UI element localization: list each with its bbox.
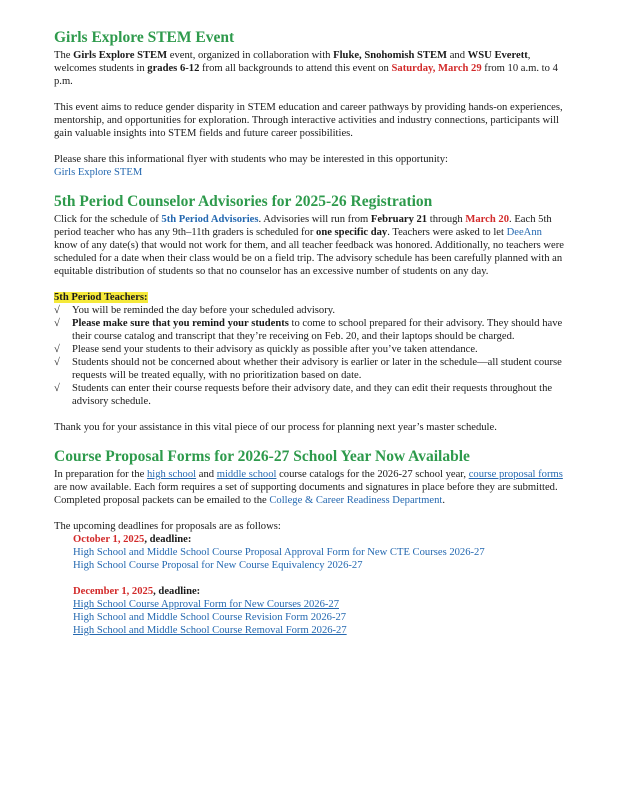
item-text: to come to school prepared for their advisory. They should have their course catalog and transcript that they’re receiving on Feb. 20, and their laptops should be charged. bbox=[72, 318, 563, 342]
item-text: Students should not be concerned about whether their advisory is earlier or later in the schedule—all student course requests will be treated equally, with no prioritization based on date. bbox=[72, 357, 562, 381]
text: . Teachers were asked to let bbox=[387, 227, 507, 238]
stem-event-heading: Girls Explore STEM Event bbox=[54, 29, 235, 46]
advisory-start-date: February 21 bbox=[370, 214, 428, 225]
checklist-item bbox=[54, 382, 566, 408]
text: and bbox=[447, 50, 468, 61]
stem-event-description: This event aims to reduce gender disparity in STEM education and career pathways by providing hands-on experiences, mentorship, and opportunities for exploration. Through interactive activities and industry connections, participants will gain valuable insights into STEM fields and future career possibilities. bbox=[54, 102, 563, 139]
specific-day: one specific day bbox=[316, 227, 388, 238]
stem-share-request: Please share this informational flyer with students who may be interested in this opportunity: bbox=[54, 154, 448, 165]
deadline-date: October 1, 2025 bbox=[73, 534, 145, 545]
cte-approval-form-link[interactable]: High School and Middle School Course Proposal Approval Form for New CTE Courses 2026-27 bbox=[73, 547, 485, 558]
item-emphasis: Please make sure that you remind your students bbox=[72, 318, 289, 329]
event-name: Girls Explore STEM bbox=[73, 50, 168, 61]
checklist-item bbox=[54, 317, 566, 343]
deadline-group-december bbox=[54, 585, 566, 637]
grade-range: grades 6-12 bbox=[147, 63, 200, 74]
check-icon: √ bbox=[54, 305, 60, 316]
deadline-label: , deadline: bbox=[144, 534, 192, 545]
text: , welcomes students in bbox=[54, 50, 531, 74]
check-icon: √ bbox=[54, 344, 60, 355]
teacher-checklist bbox=[54, 304, 566, 408]
text: In preparation for the bbox=[54, 469, 147, 480]
advisory-end-date: March 20 bbox=[465, 214, 510, 225]
text: are now available. Each form requires a set of supporting documents and signatures in place before they are submitted. Completed proposal packets can be emailed to the bbox=[54, 482, 558, 506]
text: through bbox=[427, 214, 466, 225]
equivalency-form-link[interactable]: High School Course Proposal for New Course Equivalency 2026-27 bbox=[73, 560, 363, 571]
text: . Advisories will run from bbox=[258, 214, 371, 225]
checklist-item bbox=[54, 343, 566, 356]
contact-deeann-link[interactable]: DeeAnn bbox=[506, 227, 542, 238]
teachers-subheading: 5th Period Teachers: bbox=[54, 292, 148, 303]
event-date: Saturday, March 29 bbox=[391, 63, 482, 74]
stem-flyer-link[interactable]: Girls Explore STEM bbox=[54, 167, 143, 178]
advisory-heading: 5th Period Counselor Advisories for 2025-26 Registration bbox=[54, 193, 433, 210]
text: The bbox=[54, 50, 74, 61]
middle-school-catalog-link[interactable]: middle school bbox=[216, 469, 277, 480]
new-courses-form-link[interactable]: High School Course Approval Form for New Courses 2026-27 bbox=[73, 599, 339, 610]
item-text: Please send your students to their advisory as quickly as possible after you’ve taken attendance. bbox=[72, 344, 478, 355]
proposal-heading: Course Proposal Forms for 2026-27 School Year Now Available bbox=[54, 448, 470, 465]
text: from 10 a.m. to 4 p.m. bbox=[54, 63, 558, 87]
advisory-schedule-link[interactable]: 5th Period Advisories bbox=[161, 214, 259, 225]
stem-event-intro bbox=[54, 49, 566, 88]
proposal-intro bbox=[54, 468, 566, 507]
deadline-label: , deadline: bbox=[153, 586, 201, 597]
text: and bbox=[196, 469, 217, 480]
deadline-group-october bbox=[54, 533, 566, 572]
text: from all backgrounds to attend this event on bbox=[199, 63, 392, 74]
course-proposal-forms-link[interactable]: course proposal forms bbox=[468, 469, 563, 480]
deadlines-intro: The upcoming deadlines for proposals are as follows: bbox=[54, 521, 281, 532]
check-icon: √ bbox=[54, 383, 60, 394]
item-text: Students can enter their course requests before their advisory date, and they can edit their requests throughout the advisory schedule. bbox=[72, 383, 553, 407]
text: course catalogs for the 2026-27 school year, bbox=[276, 469, 469, 480]
partner-wsu: WSU Everett bbox=[467, 50, 528, 61]
partner-names: Fluke, Snohomish STEM bbox=[333, 50, 448, 61]
removal-form-link[interactable]: High School and Middle School Course Removal Form 2026-27 bbox=[73, 625, 347, 636]
checklist-item bbox=[54, 356, 566, 382]
advisory-intro bbox=[54, 213, 566, 278]
advisory-thanks: Thank you for your assistance in this vital piece of our process for planning next year’s master schedule. bbox=[54, 422, 497, 433]
text: . bbox=[442, 495, 445, 506]
text: . Each 5th period teacher who has any 9th–11th graders is scheduled for bbox=[54, 214, 552, 238]
check-icon: √ bbox=[54, 318, 60, 329]
high-school-catalog-link[interactable]: high school bbox=[146, 469, 197, 480]
text: event, organized in collaboration with bbox=[167, 50, 334, 61]
text: know of any date(s) that would not work for them, and all teacher feedback was honored. Additionally, no teachers were scheduled for a date when their class would be on a field trip. The advisory schedule has been carefully planned with an equitable distribution of students so that no counselor has an excessive number of students on any day. bbox=[54, 240, 564, 277]
item-text: You will be reminded the day before your scheduled advisory. bbox=[72, 305, 336, 316]
checklist-item bbox=[54, 304, 566, 317]
text: Click for the schedule of bbox=[54, 214, 162, 225]
ccr-department-link[interactable]: College & Career Readiness Department bbox=[269, 495, 443, 506]
check-icon: √ bbox=[54, 357, 60, 368]
deadline-date: December 1, 2025 bbox=[73, 586, 154, 597]
revision-form-link[interactable]: High School and Middle School Course Revision Form 2026-27 bbox=[73, 612, 347, 623]
